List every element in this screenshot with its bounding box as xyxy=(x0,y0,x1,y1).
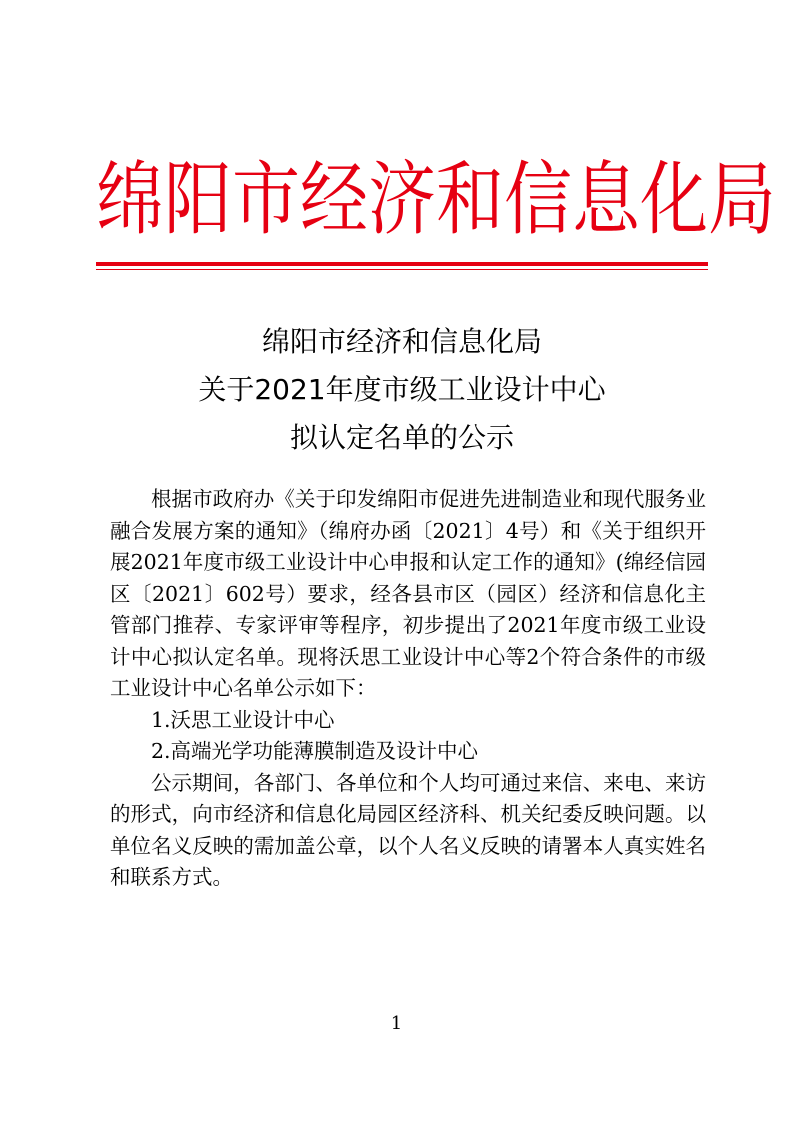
title-line-3: 拟认定名单的公示 xyxy=(289,421,514,454)
document-title xyxy=(96,318,708,462)
letterhead-red-rule-thick xyxy=(96,262,708,266)
list-item-1: 1.沃思工业设计中心 xyxy=(151,707,335,732)
body-paragraph-intro: 根据市政府办《关于印发绵阳市促进先进制造业和现代服务业融合发展方案的通知》（绵府办函〔2021〕4号）和《关于组织开展2021年度市级工业设计中心申报和认定工作的通知》(绵经信园区〔2021〕602号）要求，经各县市区（园区）经济和信息化主管部门推荐、专家评审等程序，初步提出了2021年度市级工业设计中心拟认定名单。现将沃思工业设计中心等2个符合条件的市级工业设计中心名单公示如下： xyxy=(110,487,706,700)
document-body xyxy=(110,484,706,894)
title-line-2: 关于2021年度市级工业设计中心 xyxy=(198,373,606,406)
list-item-2: 2.高端光学功能薄膜制造及设计中心 xyxy=(151,739,479,763)
page-number: 1 xyxy=(390,1013,403,1034)
title-line-1: 绵阳市经济和信息化局 xyxy=(261,325,542,358)
letterhead-title: 绵阳市经济和信息化局 xyxy=(96,153,777,248)
body-paragraph-notice: 公示期间，各部门、各单位和个人均可通过来信、来电、来访的形式，向市经济和信息化局园区经济科、机关纪委反映问题。以单位名义反映的需加盖公章，以个人名义反映的请署本人真实姓名和联系方式。 xyxy=(110,770,706,889)
letterhead-red-rule-thin xyxy=(96,269,708,270)
